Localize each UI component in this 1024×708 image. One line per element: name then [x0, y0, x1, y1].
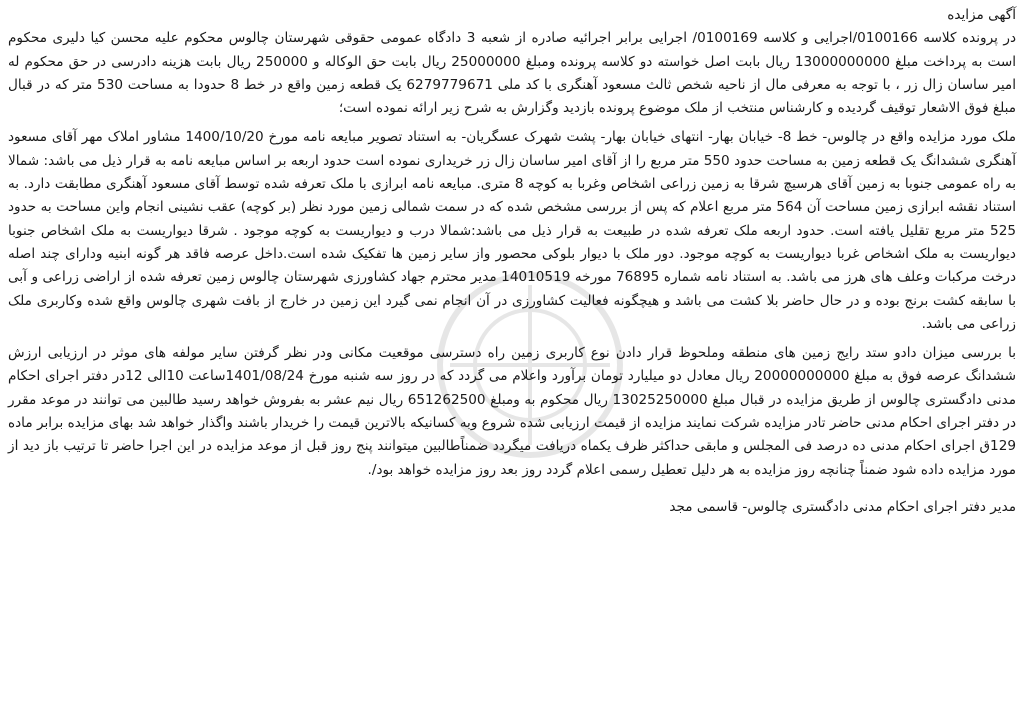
notice-title: آگهی مزایده [947, 7, 1016, 23]
notice-paragraph-valuation: با بررسی میزان دادو ستد رایج زمین های منطقه وملحوظ قرار دادن نوع کاربری زمین راه دسترسی موقعیت مکانی ودر نظر گرفتن سایر مولفه های موثر در ارزیابی ارزش ششدانگ عرصه فوق به مبلغ 20000000000 ریال معادل دو میلیارد تومان برآورد واعلام می گردد که در روز سه شنبه مورخ 1401/08/24ساعت 10الی 12در دفتر اجرای احکام مدنی دادگستری چالوس از طریق مزایده در قبال مبلغ 13025250000 ریال محکوم به ومبلغ 651262500 ریال نیم عشر به بفروش خواهد رسید طالبین می توانند در موعد مقرر در دفتر اجرای احکام مدنی حاضر تادر مزایده شرکت نمایند مزایده از قیمت ارزیابی شده شروع وبه کسانیکه بالاترین قیمت را خریدار باشند واگذار خواهد شد بهای مزایده برابر ماده 129ق اجرای احکام مدنی ده درصد فی المجلس و مابقی حداکثر ظرف یکماه دریافت میگردد ضمناًطالبین میتوانند پنج روز قبل از موعد مزایده در این اجرا حاضر تا ترتیب باز دید از مورد مزایده داده شود ضمناً چنانچه روز مزایده به هر دلیل تعطیل رسمی اعلام گردد روز بعد روز مزایده خواهد بود/. [8, 345, 1017, 478]
notice-paragraph-case: در پرونده کلاسه 0100166/اجرایی و کلاسه 0100169/ اجرایی برابر اجرائیه صادره از شعبه 3 دادگاه عمومی حقوقی شهرستان چالوس محکوم علیه محسن کیا دلیری محکوم است به پرداخت مبلغ 13000000000 ریال بابت اصل خواسته دو کلاسه پرونده ومبلغ 25000000 ریال بابت حق الوکاله و 250000 ریال بابت هزینه دادرسی در حق محکوم له امیر ساسان زال زر ، با توجه به معرفی مال از ناحیه شخص ثالث مسعود آهنگری با کد ملی 6279779671 یک قطعه زمین واقع در خط 8 حدودا به مساحت 530 متر که در قبال مبلغ فوق الاشعار توقیف گردیده و کارشناس منتخب از ملک موضوع پرونده بازدید وگزارش به شرح زیر ارائه نموده است؛ [8, 30, 1017, 117]
auction-notice [8, 4, 1016, 519]
notice-paragraph-property: ملک مورد مزایده واقع در چالوس- خط 8- خیابان بهار- انتهای خیابان بهار- پشت شهرک عسگریان- به استناد تصویر مبایعه نامه مورخ 1400/10/20 مشاور املاک مهر آقای مسعود آهنگری ششدانگ یک قطعه زمین به مساحت حدود 550 متر مربع را از آقای امیر ساسان زال زر خریداری نموده است حدود اربعه بر اساس مبایعه نامه به قرار ذیل می باشد: شمالا به راه عمومی جنوبا به زمین آقای هرسیچ شرقا به زمین زراعی اشخاص وغربا به کوچه 8 متری. مبایعه نامه ابرازی با ملک تعرفه شده توسط آقای مسعود آهنگری مطابقت دارد. به استناد نقشه ابرازی زمین مساحت آن 564 متر مربع اعلام که پس از بررسی مشخص شده که در سمت شمالی زمین مورد نظر (بر کوچه) عقب نشینی انجام واین مساحت به حدود 525 متر مربع تقلیل یافته است. حدود اربعه ملک تعرفه شده در طبیعت به قرار ذیل می باشد:شمالا درب و دیواریست به کوچه موجود . شرقا دیواریست به ملک اشخاص جنوبا دیواریست به ملک اشخاص غربا دیواریست به کوچه موجود. دور ملک با دیوار بلوکی محصور واز سایر زمین ها تفکیک شده است.داخل عرصه فاقد هر گونه ابنیه ودارای چند اصله درخت مرکبات وعلف های هرز می باشد. به استناد نامه شماره 76895 مورخه 14010519 مدیر محترم جهاد کشاورزی شهرستان چالوس زمین تعرفه شده از اراضی زراعی و آبی با سابقه کشت برنج بوده و در حال حاضر بلا کشت می باشد و هیچگونه فعالیت کشاورزی در آن انجام نمی گیرد این زمین در خارج از بافت شهری چالوس واقع شده وکاربری ملک زراعی می باشد. [8, 129, 1017, 332]
notice-signature: مدیر دفتر اجرای احکام مدنی دادگستری چالوس- قاسمی مجد [669, 498, 1016, 515]
